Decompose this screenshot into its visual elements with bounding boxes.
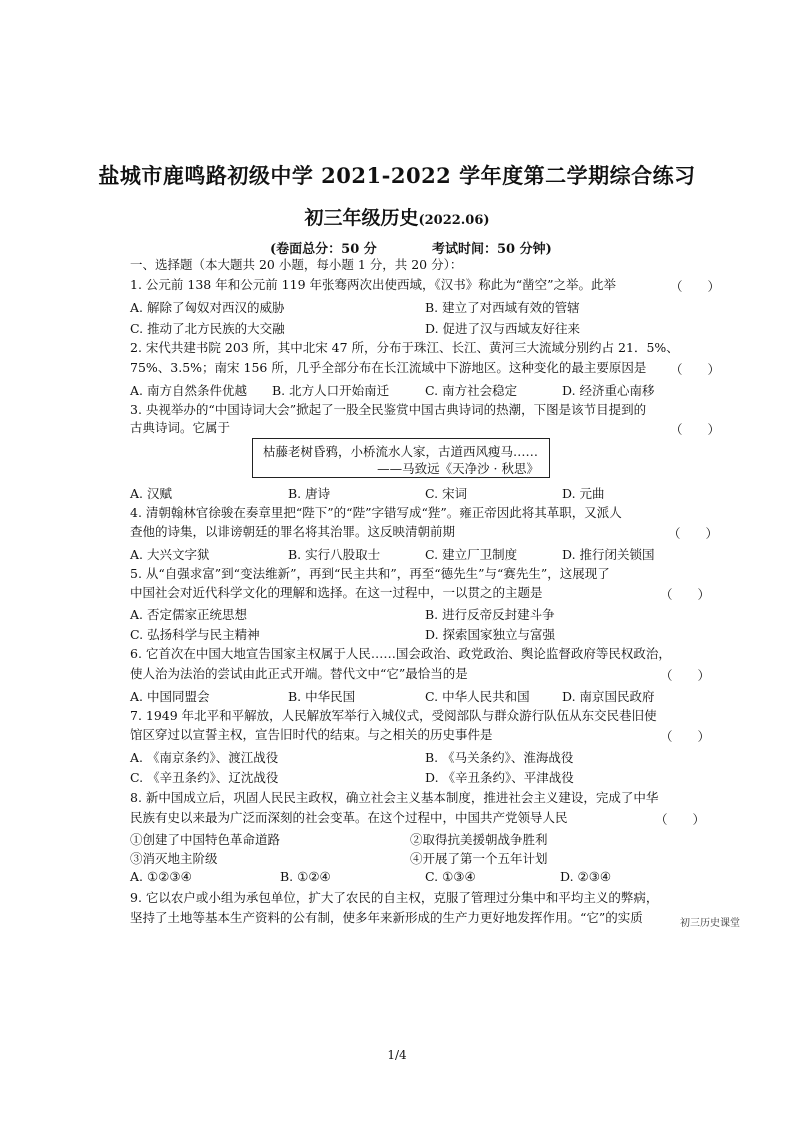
q7-option-c: C. 《辛丑条约》、辽沈战役 <box>130 770 279 785</box>
q2-option-c: C. 南方社会稳定 <box>425 383 518 398</box>
q6-option-b: B. 中华民国 <box>288 689 356 704</box>
question-2-stem-1: 2. 宋代共建书院 203 所，其中北宋 47 所，分布于珠江、长江、黄河三大流域分别约占 21．5%、 <box>130 340 679 355</box>
q4-option-c: C. 建立厂卫制度 <box>425 547 518 562</box>
q6-option-d: D. 南京国民政府 <box>562 689 655 704</box>
q5-option-a: A. 否定儒家正统思想 <box>130 607 247 622</box>
q4-option-a: A. 大兴文字狱 <box>130 547 210 562</box>
q8-statement-4: ④开展了第一个五年计划 <box>410 851 548 866</box>
answer-paren: （ ） <box>670 362 721 377</box>
q1-option-a: A. 解除了匈奴对西汉的威胁 <box>130 300 285 315</box>
total-score: (卷面总分：50 分 <box>270 242 377 257</box>
exam-time: 考试时间：50 分钟) <box>432 242 552 257</box>
answer-paren: （ ） <box>670 279 721 294</box>
q1-option-c: C. 推动了北方民族的大交融 <box>130 321 285 336</box>
question-3-stem-2: 古典诗词。它属于 <box>130 420 231 435</box>
q5-option-b: B. 进行反帝反封建斗争 <box>425 607 555 622</box>
poem-attribution: ——马致远《天净沙 · 秋思》 <box>377 461 539 476</box>
question-9-stem-2: 坚持了土地等基本生产资料的公有制，使多年来新形成的生产力更好地发挥作用。“它”的实质 <box>130 910 643 925</box>
q1-option-b: B. 建立了对西域有效的管辖 <box>425 300 580 315</box>
q2-option-b: B. 北方人口开始南迁 <box>272 383 390 398</box>
q8-option-a: A. ①②③④ <box>130 869 192 884</box>
q7-option-a: A. 《南京条约》、渡江战役 <box>130 750 279 765</box>
answer-paren: （ ） <box>655 812 706 827</box>
question-4-stem-1: 4. 清朝翰林官徐骏在奏章里把“陛下”的“陛”字错写成“狴”。雍正帝因此将其革职，又派人 <box>130 505 622 520</box>
q6-option-a: A. 中国同盟会 <box>130 689 210 704</box>
q3-option-c: C. 宋词 <box>425 486 468 501</box>
q8-option-b: B. ①②④ <box>280 869 331 884</box>
q5-option-d: D. 探索国家独立与富强 <box>425 627 556 642</box>
answer-paren: （ ） <box>670 422 721 437</box>
question-7-stem-1: 7. 1949 年北平和平解放，人民解放军举行入城仪式，受阅部队与群众游行队伍从东交民巷旧使 <box>130 708 657 723</box>
question-8-stem-2: 民族有史以来最为广泛而深刻的社会变革。在这个过程中，中国共产党领导人民 <box>130 810 568 825</box>
q5-option-c: C. 弘扬科学与民主精神 <box>130 627 260 642</box>
answer-paren: （ ） <box>668 526 719 541</box>
q8-option-d: D. ②③④ <box>560 869 612 884</box>
exam-title: 盐城市鹿鸣路初级中学 2021-2022 学年度第二学期综合练习 <box>98 163 696 188</box>
q6-option-c: C. 中华人民共和国 <box>425 689 530 704</box>
q3-option-b: B. 唐诗 <box>288 486 331 501</box>
q3-option-d: D. 元曲 <box>562 486 605 501</box>
question-6-stem-1: 6. 它首次在中国大地宣告国家主权属于人民……国会政治、政党政治、舆论监督政府等民权政治， <box>130 646 671 661</box>
question-1-stem: 1. 公元前 138 年和公元前 119 年张骞两次出使西域，《汉书》称此为“凿空”之举。此举 <box>130 277 617 292</box>
question-3-stem-1: 3. 央视举办的“中国诗词大会”掀起了一股全民鉴赏中国古典诗词的热潮，下图是该节目提到的 <box>130 402 647 417</box>
answer-paren: （ ） <box>660 587 711 602</box>
q8-statement-3: ③消灭地主阶级 <box>130 851 218 866</box>
answer-paren: （ ） <box>660 729 711 744</box>
section-heading: 一、选择题（本大题共 20 小题，每小题 1 分，共 20 分）： <box>130 257 463 272</box>
q4-option-d: D. 推行闭关锁国 <box>562 547 655 562</box>
q7-option-d: D. 《辛丑条约》、平津战役 <box>425 770 574 785</box>
question-5-stem-1: 5. 从“自强求富”到“变法维新”，再到“民主共和”，再至“德先生”与“赛先生”，这展现了 <box>130 566 610 581</box>
poem-line: 枯藤老树昏鸦，小桥流水人家，古道西风瘦马…… <box>263 444 539 459</box>
exam-date: (2022.06) <box>418 213 490 228</box>
question-4-stem-2: 查他的诗集，以诽谤朝廷的罪名将其治罪。这反映清朝前期 <box>130 524 456 539</box>
q7-option-b: B. 《马关条约》、淮海战役 <box>425 750 574 765</box>
question-7-stem-2: 馆区穿过以宣誓主权，宣告旧时代的结束。与之相关的历史事件是 <box>130 727 493 742</box>
poem-box <box>252 438 550 478</box>
question-8-stem-1: 8. 新中国成立后，巩固人民民主政权，确立社会主义基本制度，推进社会主义建设，完成了中华 <box>130 790 659 805</box>
footer-tag: 初三历史课堂 <box>680 918 740 929</box>
question-5-stem-2: 中国社会对近代科学文化的理解和选择。在这一过程中，一以贯之的主题是 <box>130 585 543 600</box>
q2-option-a: A. 南方自然条件优越 <box>130 383 247 398</box>
question-6-stem-2: 使人治为法治的尝试由此正式开端。替代文中“它”最恰当的是 <box>130 666 468 681</box>
q1-option-d: D. 促进了汉与西域友好往来 <box>425 321 581 336</box>
question-2-stem-2: 75%、3.5%；南宋 156 所，几乎全部分布在长江流域中下游地区。这种变化的最主要原因是 <box>130 360 647 375</box>
q3-option-a: A. 汉赋 <box>130 486 172 501</box>
q8-statement-1: ①创建了中国特色革命道路 <box>130 832 281 847</box>
exam-subtitle <box>0 203 794 230</box>
q4-option-b: B. 实行八股取士 <box>288 547 381 562</box>
q8-option-c: C. ①③④ <box>425 869 476 884</box>
question-9-stem-1: 9. 它以农户或小组为承包单位，扩大了农民的自主权，克服了管理过分集中和平均主义的弊病， <box>130 890 659 905</box>
q2-option-d: D. 经济重心南移 <box>562 383 655 398</box>
q8-statement-2: ②取得抗美援朝战争胜利 <box>410 832 548 847</box>
answer-paren: （ ） <box>660 668 711 683</box>
subject-grade: 初三年级历史 <box>304 207 419 229</box>
page-number: 1/4 <box>387 1048 407 1062</box>
